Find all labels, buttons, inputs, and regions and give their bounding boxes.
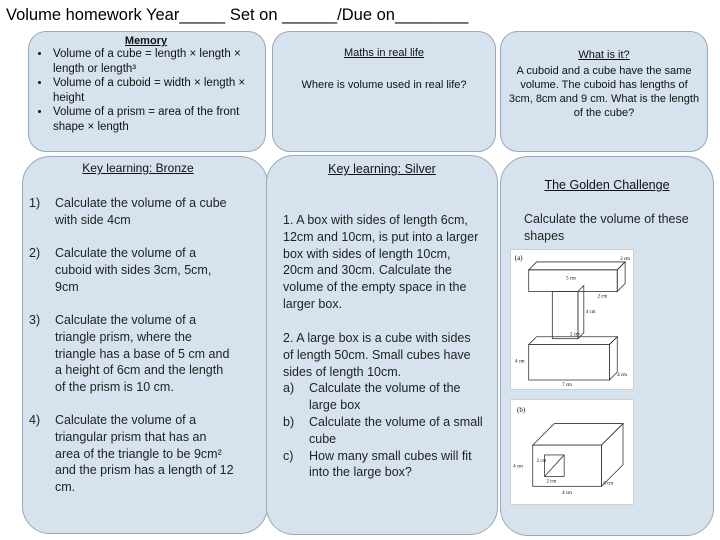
bronze-heading: Key learning: Bronze xyxy=(82,161,194,175)
figure-a-dim-top-depth: 2 cm xyxy=(620,256,630,262)
figure-a-dim-pillar-width: 2 cm xyxy=(570,332,580,338)
bronze-questions xyxy=(29,195,234,496)
figure-b-hollow-cuboid xyxy=(510,399,634,505)
memory-list xyxy=(33,47,259,135)
bronze-question-1: 1) Calculate the volume of a cube with side 4cm xyxy=(29,196,227,227)
figure-a-composite-cuboid xyxy=(510,249,634,390)
figure-b-label: (b) xyxy=(517,406,526,414)
what-is-it-heading: What is it? xyxy=(578,49,630,61)
page-title: Volume homework Year_____ Set on ______/Due on________ xyxy=(6,6,469,24)
silver-content xyxy=(283,212,483,481)
figure-b-dim-length: 8 cm xyxy=(603,481,614,487)
figure-a-dim-bottom-depth: 4 cm xyxy=(617,373,627,379)
figure-a-dim-top: 5 cm xyxy=(566,276,576,282)
what-is-it-box xyxy=(500,31,708,152)
figure-a-dim-pillar-height: 4 cm xyxy=(585,310,596,316)
maths-real-life-box xyxy=(272,31,496,152)
what-is-it-text: A cuboid and a cube have the same volume. The cuboid has lengths of 3cm, 8cm and 9 cm. What is the length of the cube? xyxy=(508,65,700,119)
bronze-question-2: 2) Calculate the volume of a cuboid with sides 3cm, 5cm, 9cm xyxy=(29,246,212,294)
figure-b-dim-width: 4 cm xyxy=(562,491,572,497)
figure-a-dim-bottom-height: 4 cm xyxy=(514,359,525,365)
memory-item-cuboid: • Volume of a cuboid = width × length × height xyxy=(51,76,259,105)
silver-part-c: c) How many small cubes will fit into the large box? xyxy=(283,448,472,480)
maths-real-life-text: Where is volume used in real life? xyxy=(301,79,467,91)
silver-question-1: 1. A box with sides of length 6cm, 12cm and 10cm, is put into a larger box with sides of length 10cm, 20cm and 30cm. Calculate the volume of the empty space in the larger box. xyxy=(283,213,479,311)
figure-b-dim-height: 4 cm xyxy=(513,464,523,470)
memory-heading: Memory xyxy=(124,35,168,47)
golden-heading: The Golden Challenge xyxy=(544,178,670,192)
figure-a-label: (a) xyxy=(514,254,523,262)
figure-b-dim-hole-width: 2 cm xyxy=(546,479,557,485)
bronze-question-4: 4) Calculate the volume of a triangular prism that has an area of the triangle to be 9cm² and the prism has a length of 12 cm. xyxy=(29,413,234,495)
memory-item-cube: • Volume of a cube = length × length × length or length³ xyxy=(51,47,259,76)
memory-item-prism: • Volume of a prism = area of the front shape × length xyxy=(51,105,259,134)
bronze-question-3: 3) Calculate the volume of a triangle prism, where the triangle has a base of 5 cm and a height of 6cm and the length of the prism is 10 cm. xyxy=(29,313,230,395)
golden-text: Calculate the volume of these shapes xyxy=(524,212,689,243)
figure-a-dim-top-height: 2 cm xyxy=(597,294,608,300)
maths-real-life-heading: Maths in real life xyxy=(343,47,425,59)
silver-heading: Key learning: Silver xyxy=(328,162,436,176)
silver-question-2-intro: 2. A large box is a cube with sides of length 50cm. Small cubes have sides of length 10cm. xyxy=(283,331,471,379)
figure-b-dim-hole-height: 2 cm xyxy=(536,458,547,464)
silver-part-b: b) Calculate the volume of a small cube xyxy=(283,414,483,446)
silver-part-a: a) Calculate the volume of the large box xyxy=(283,381,461,413)
memory-box xyxy=(28,31,266,152)
figure-a-dim-bottom-length: 7 cm xyxy=(562,382,572,388)
